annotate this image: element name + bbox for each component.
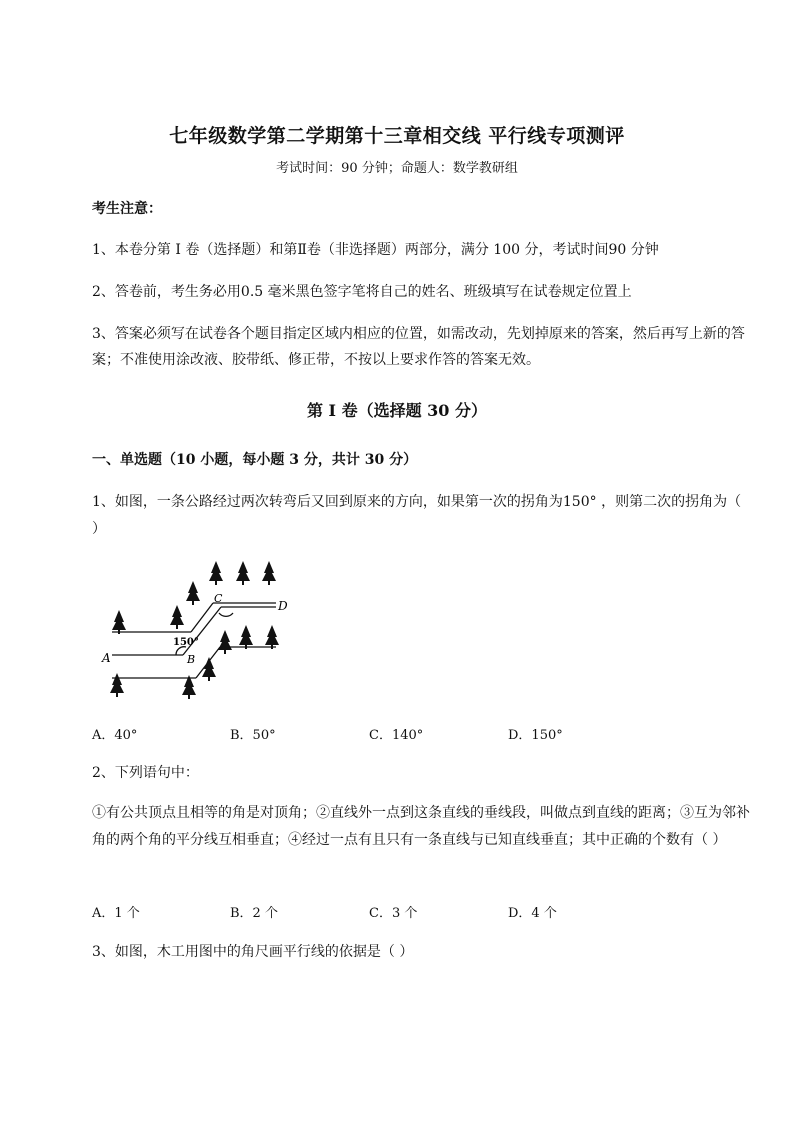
tree-icon xyxy=(202,657,216,681)
option-b[interactable]: B．50° xyxy=(230,728,276,743)
notice-item-3: 3、答案必须写在试卷各个题目指定区域内相应的位置，如需改动，先划掉原来的答案，然后再写上新的答案；不准使用涂改液、胶带纸、修正带，不按以上要求作答的答案无效。 xyxy=(92,326,745,368)
option-d[interactable]: D．150° xyxy=(508,728,563,743)
tree-icon xyxy=(170,605,184,629)
notice-heading: 考生注意： xyxy=(92,201,162,217)
option-c[interactable]: C．140° xyxy=(369,728,424,743)
point-a-label: A xyxy=(102,651,111,665)
exam-subtitle: 考试时间：90 分钟；命题人：数学教研组 xyxy=(276,161,518,176)
point-c-label: C xyxy=(214,592,223,605)
question-2-body: ①有公共顶点且相等的角是对顶角；②直线外一点到这条直线的垂线段，叫做点到直线的距离；③互为邻补角的两个角的平分线互相垂直；④经过一点有且只有一条直线与已知直线垂直；其中正确的个数有（ ） xyxy=(92,805,750,848)
tree-icon xyxy=(209,561,223,585)
section-heading: 一、单选题（10 小题，每小题 3 分，共计 30 分） xyxy=(92,452,418,468)
tree-icon xyxy=(112,610,126,634)
question-2-text: 2、下列语句中： xyxy=(92,765,199,781)
point-d-label: D xyxy=(278,599,288,613)
notice-item-2: 2、答卷前，考生务必用0.5 毫米黑色签字笔将自己的姓名、班级填写在试卷规定位置上 xyxy=(92,284,632,300)
option-d[interactable]: D．4 个 xyxy=(508,906,557,921)
tree-icon xyxy=(239,625,253,649)
point-b-label: B xyxy=(187,653,196,666)
notice-item-1: 1、本卷分第 I 卷（选择题）和第Ⅱ卷（非选择题）两部分，满分 100 分，考试时间90 分钟 xyxy=(92,242,659,258)
question-3-text: 3、如图，木工用图中的角尺画平行线的依据是（ ） xyxy=(92,944,414,960)
tree-icon xyxy=(110,673,124,697)
question-1-text: 1、如图，一条公路经过两次转弯后又回到原来的方向，如果第一次的拐角为150° ，则第二次的拐角为（ ） xyxy=(92,494,742,537)
part1-title: 第 I 卷（选择题 30 分） xyxy=(306,401,488,420)
exam-title: 七年级数学第二学期第十三章相交线 平行线专项测评 xyxy=(169,125,625,147)
tree-icon xyxy=(236,561,250,585)
tree-icon xyxy=(265,625,279,649)
tree-icon xyxy=(218,630,232,654)
angle-label: 150° xyxy=(173,637,199,648)
option-b[interactable]: B．2 个 xyxy=(230,906,278,921)
tree-icon xyxy=(262,561,276,585)
option-a[interactable]: A．1 个 xyxy=(92,906,140,921)
option-c[interactable]: C．3 个 xyxy=(369,906,418,921)
question-1-figure xyxy=(96,555,306,705)
option-a[interactable]: A．40° xyxy=(92,728,138,743)
tree-icon xyxy=(186,581,200,605)
